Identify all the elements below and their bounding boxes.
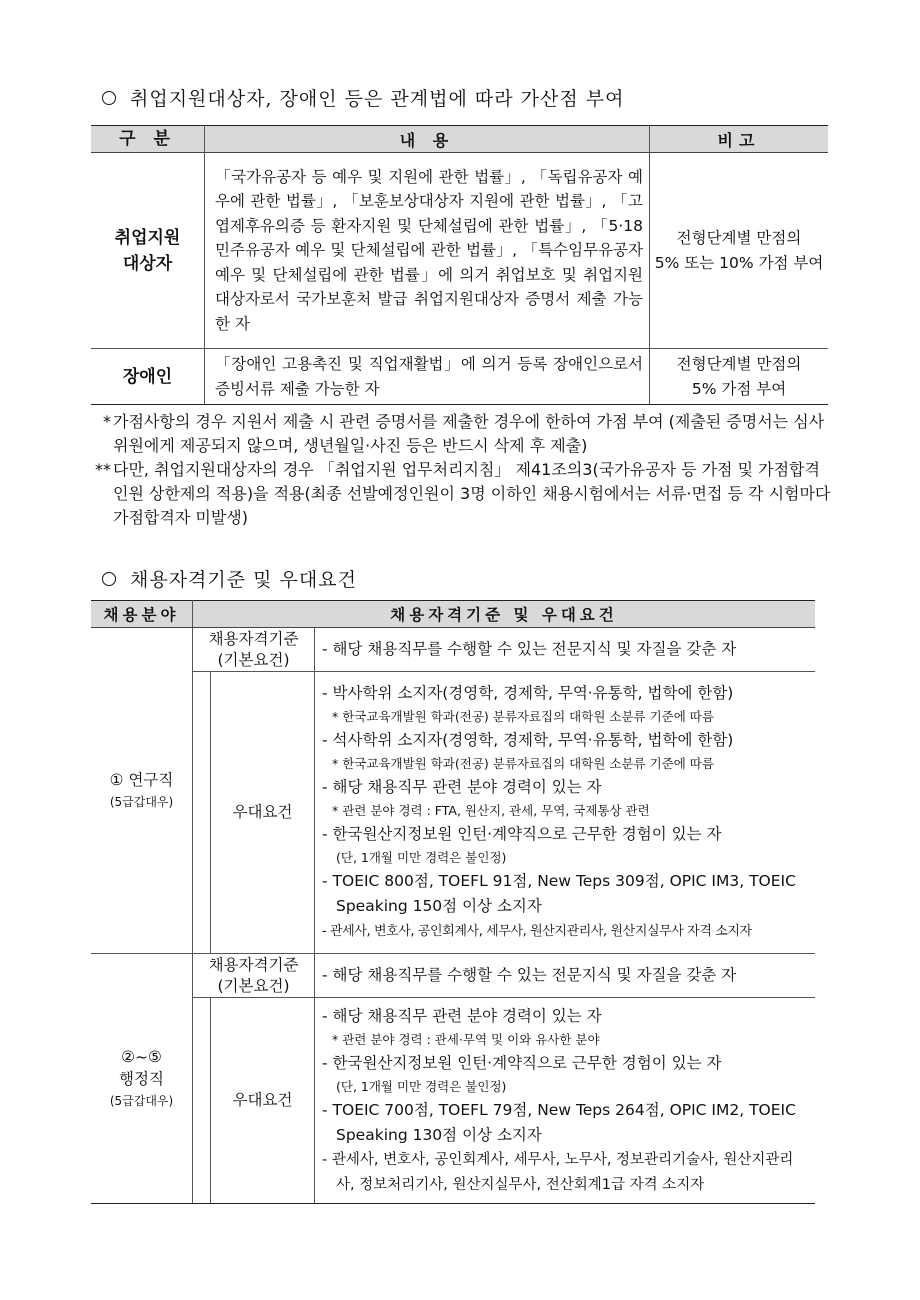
row-category: 취업지원 대상자 [91, 153, 205, 349]
preference-content: - 박사학위 소지자(경영학, 경제학, 무역·유통학, 법학에 한함) * 한국교육개발원 학과(전공) 분류자료집의 대학원 소분류 기준에 따름 - 석사학위 소지자(경영학, 경제학, 무역·유통학, 법학에 한함) * 한국교육개발원 학과(전공) 분류자료집의 대학원 소분류 기준에 따름 - 해당 채용직무 관련 분야 경력이 있는 자 * 관련 분야 경력 : FTA, 원산지, 관세, 무역, 국제통상 관련 - 한국원산지정보원 인턴·계약직으로 근무한 경험이 있는 자 (단, 1개월 미만 경력은 불인정) - TOEIC 800점, TOEFL 91점, New Teps 309점, OPIC IM3, TOEIC Speaking 150점 이상 소지자 - 관세사, 변호사, 공인회계사, 세무사, 원산지관리사, 원산지실무사 자격 소지자 [315, 672, 816, 954]
header-category: 구 분 [91, 126, 205, 153]
bonus-points-table [91, 125, 828, 405]
footnote: ** 다만, 취업지원대상자의 경우 「취업지원 업무처리지침」 제41조의3(국가유공자 등 가점 및 가점합격인원 상한제의 적용)을 적용(최종 선발예정인원이 3명 이하인 채용시험에서는 서류·면접 등 각 시험마다 가점합격자 미발생) [95, 460, 831, 527]
section1-heading: 취업지원대상자, 장애인 등은 관계법에 따라 가산점 부여 [102, 84, 624, 111]
basic-requirement-label: 채용자격기준 (기본요건) [193, 628, 315, 672]
basic-requirement-content: - 해당 채용직무를 수행할 수 있는 전문지식 및 자질을 갖춘 자 [315, 628, 816, 672]
table-row [91, 672, 815, 954]
row-content: 「장애인 고용촉진 및 직업재활법」에 의거 등록 장애인으로서 증빙서류 제출 가능한 자 [205, 349, 650, 405]
preference-content: - 해당 채용직무 관련 분야 경력이 있는 자 * 관련 분야 경력 : 관세·무역 및 이와 유사한 분야 - 한국원산지정보원 인턴·계약직으로 근무한 경험이 있는 자 (단, 1개월 미만 경력은 불인정) - TOEIC 700점, TOEFL 79점, New Teps 264점, OPIC IM2, TOEIC Speaking 130점 이상 소지자 - 관세사, 변호사, 공인회계사, 세무사, 노무사, 정보관리기술사, 원산지관리사, 정보처리기사, 원산지실무사, 전산회계1급 자격 소지자 [315, 998, 816, 1204]
bullet-circle-icon [102, 91, 116, 105]
table-row [91, 349, 828, 405]
bullet-circle-icon [102, 572, 116, 586]
row-note: 전형단계별 만점의 5% 가점 부여 [650, 349, 829, 405]
header-note: 비고 [650, 126, 829, 153]
field-cell: ②~⑤ 행정직 (5급갑대우) [91, 954, 193, 1204]
section2-heading: 채용자격기준 및 우대요건 [102, 565, 357, 592]
spacer-cell [193, 672, 211, 954]
table-row [91, 998, 815, 1204]
header-content: 내 용 [205, 126, 650, 153]
basic-requirement-content: - 해당 채용직무를 수행할 수 있는 전문지식 및 자질을 갖춘 자 [315, 954, 816, 998]
table-row [91, 628, 815, 672]
basic-requirement-label: 채용자격기준 (기본요건) [193, 954, 315, 998]
header-field: 채용분야 [91, 601, 193, 628]
row-category: 장애인 [91, 349, 205, 405]
field-cell: ① 연구직 (5급갑대우) [91, 628, 193, 954]
preference-label: 우대요건 [211, 672, 315, 954]
table-header-row [91, 601, 815, 628]
spacer-cell [193, 998, 211, 1204]
preference-label: 우대요건 [211, 998, 315, 1204]
footnotes [91, 410, 831, 530]
row-note: 전형단계별 만점의 5% 또는 10% 가점 부여 [650, 153, 829, 349]
qualification-table [91, 600, 815, 1204]
header-criteria: 채용자격기준 및 우대요건 [193, 601, 816, 628]
footnote: * 가점사항의 경우 지원서 제출 시 관련 증명서를 제출한 경우에 한하여 가점 부여 (제출된 증명서는 심사위원에게 제공되지 않으며, 생년월일·사진 등은 반드시 삭제 후 제출) [103, 412, 825, 455]
table-row [91, 954, 815, 998]
table-header-row [91, 126, 828, 153]
row-content: 「국가유공자 등 예우 및 지원에 관한 법률」, 「독립유공자 예우에 관한 법률」, 「보훈보상대상자 지원에 관한 법률」, 「고엽제후유의증 등 환자지원 및 단체설립에 관한 법률」, 「5·18 민주유공자 예우 및 단체설립에 관한 법률」, 「특수임무유공자 예우 및 단체설립에 관한 법률」에 의거 취업보호 및 취업지원 대상자로서 국가보훈처 발급 취업지원대상자 증명서 제출 가능한 자 [205, 153, 650, 349]
table-row [91, 153, 828, 349]
